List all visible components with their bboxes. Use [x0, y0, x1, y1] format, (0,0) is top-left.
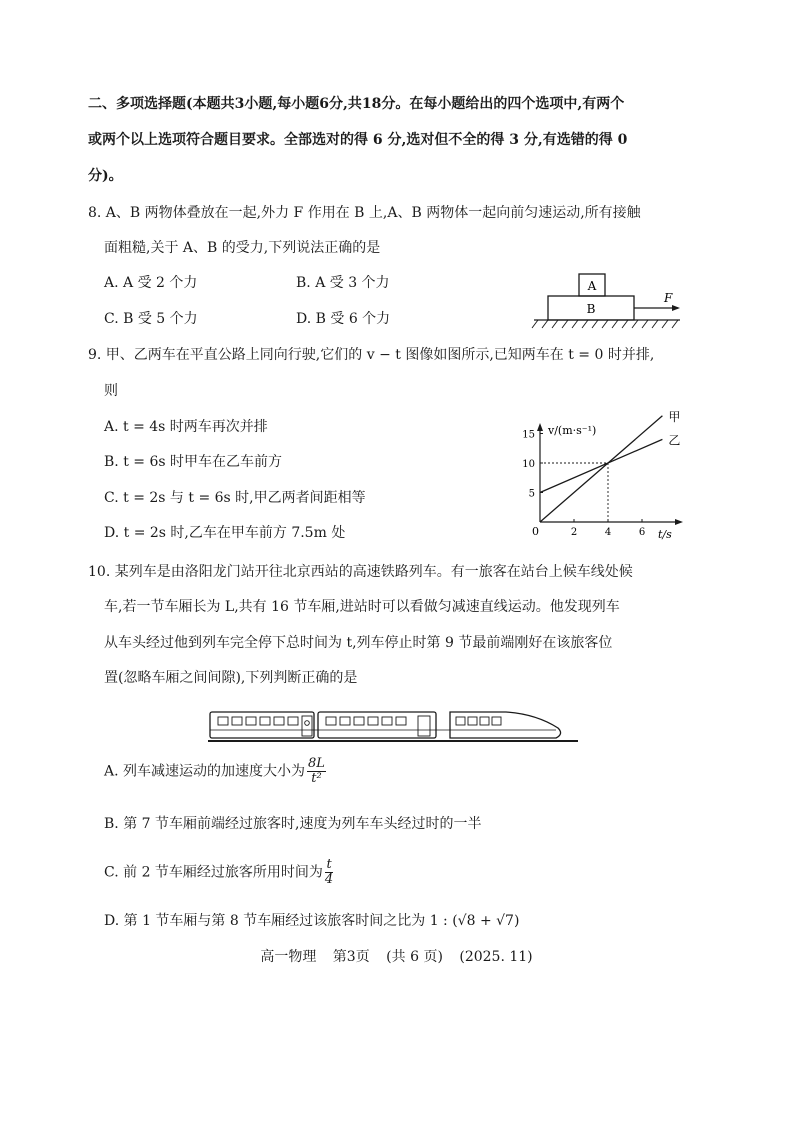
section-header-line-3: 分)。 — [88, 168, 123, 184]
x-axis-label: t/s — [658, 528, 672, 541]
passenger-icon — [305, 721, 310, 726]
footer-page: 第3页 — [332, 949, 370, 965]
force-arrow-head — [672, 305, 680, 311]
q8-option-c[interactable]: C. B 受 5 个力 — [104, 311, 198, 327]
train-door — [418, 716, 430, 736]
q8-option-a[interactable]: A. A 受 2 个力 — [104, 275, 198, 291]
origin-label: 0 — [532, 525, 539, 538]
x-tick-label-0: 2 — [570, 527, 578, 538]
footer-date: (2025. 11) — [459, 949, 533, 965]
train-windows — [218, 716, 501, 736]
train-head — [450, 712, 561, 738]
ground-hatching — [532, 320, 678, 328]
q10-option-a[interactable] — [104, 757, 326, 786]
q9-stem-line-1: 9. 甲、乙两车在平直公路上同向行驶,它们的 v − t 图像如图所示,已知两车在 t = 0 时并排, — [88, 347, 655, 363]
y-tick-label-2: 15 — [522, 429, 535, 441]
q10-option-a-text: A. 列车减速运动的加速度大小为 — [104, 763, 306, 780]
force-label: F — [664, 291, 673, 305]
q9-option-d[interactable]: D. t = 2s 时,乙车在甲车前方 7.5m 处 — [104, 525, 346, 541]
q8-option-d[interactable]: D. B 受 6 个力 — [296, 311, 391, 327]
q8-block-figure — [530, 268, 690, 334]
q10-stem-line-2: 车,若一节车厢长为 L,共有 16 节车厢,进站时可以看做匀减速直线运动。他发现列车 — [104, 599, 620, 615]
q10-stem-line-1: 10. 某列车是由洛阳龙门站开往北京西站的高速铁路列车。有一旅客在站台上候车线处候 — [88, 564, 633, 580]
passenger-marker — [302, 716, 312, 736]
q8-stem-line-1: 8. A、B 两物体叠放在一起,外力 F 作用在 B 上,A、B 两物体一起向前匀速运动,所有接触 — [88, 205, 641, 221]
q9-option-a[interactable]: A. t = 4s 时两车再次并排 — [104, 419, 268, 435]
q10-option-a-fraction: $\frac{8L}{\text{t²}}$ — [308, 756, 325, 786]
x-tick-label-1: 4 — [604, 527, 612, 538]
q10-train-figure — [206, 704, 586, 746]
q10-option-c[interactable] — [104, 858, 333, 887]
q8-option-b[interactable]: B. A 受 3 个力 — [296, 275, 390, 291]
block-b-label: B — [586, 302, 596, 316]
q9-option-c[interactable]: C. t = 2s 与 t = 6s 时,甲乙两者间距相等 — [104, 490, 366, 506]
y-tick-label-0: 5 — [528, 488, 535, 500]
q9-option-b[interactable]: B. t = 6s 时甲车在乙车前方 — [104, 454, 282, 470]
q10-stem-line-4: 置(忽略车厢之间间隙),下列判断正确的是 — [104, 670, 358, 686]
x-tick-label-2: 6 — [638, 527, 646, 538]
q8-stem-line-2: 面粗糙,关于 A、B 的受力,下列说法正确的是 — [104, 240, 381, 256]
section-header-line-2: 或两个以上选项符合题目要求。全部选对的得 6 分,选对但不全的得 3 分,有选错的得 0 — [88, 132, 628, 148]
page-footer — [0, 946, 793, 966]
q10-option-c-text: C. 前 2 节车厢经过旅客所用时间为 — [104, 864, 323, 881]
q10-option-d[interactable]: D. 第 1 节车厢与第 8 节车厢经过该旅客时间之比为 1 : (√8 + √7) — [104, 913, 520, 929]
y-axis-arrow — [537, 423, 543, 431]
q10-stem-line-3: 从车头经过他到列车完全停下总时间为 t,列车停止时第 9 节最前端刚好在该旅客位 — [104, 635, 613, 651]
series-line-1 — [540, 439, 662, 492]
q9-vt-chart — [518, 409, 690, 542]
x-axis-arrow — [675, 519, 683, 525]
section-header-line-1: 二、多项选择题(本题共3小题,每小题6分,共18分。在每小题给出的四个选项中,有两个 — [88, 96, 625, 112]
q10-option-c-fraction: $\frac{t}{4}$ — [324, 857, 334, 887]
series-label-0: 甲 — [668, 409, 681, 424]
block-a-label: A — [587, 279, 597, 293]
y-axis-label: v/(m·s⁻¹) — [548, 424, 597, 437]
q9-stem-line-2: 则 — [104, 383, 118, 399]
y-tick-label-1: 10 — [522, 459, 535, 470]
footer-subject: 高一物理 — [260, 949, 317, 965]
q10-option-b[interactable]: B. 第 7 节车厢前端经过旅客时,速度为列车车头经过时的一半 — [104, 816, 482, 832]
series-label-1: 乙 — [668, 433, 681, 448]
footer-total: (共 6 页) — [386, 949, 443, 965]
